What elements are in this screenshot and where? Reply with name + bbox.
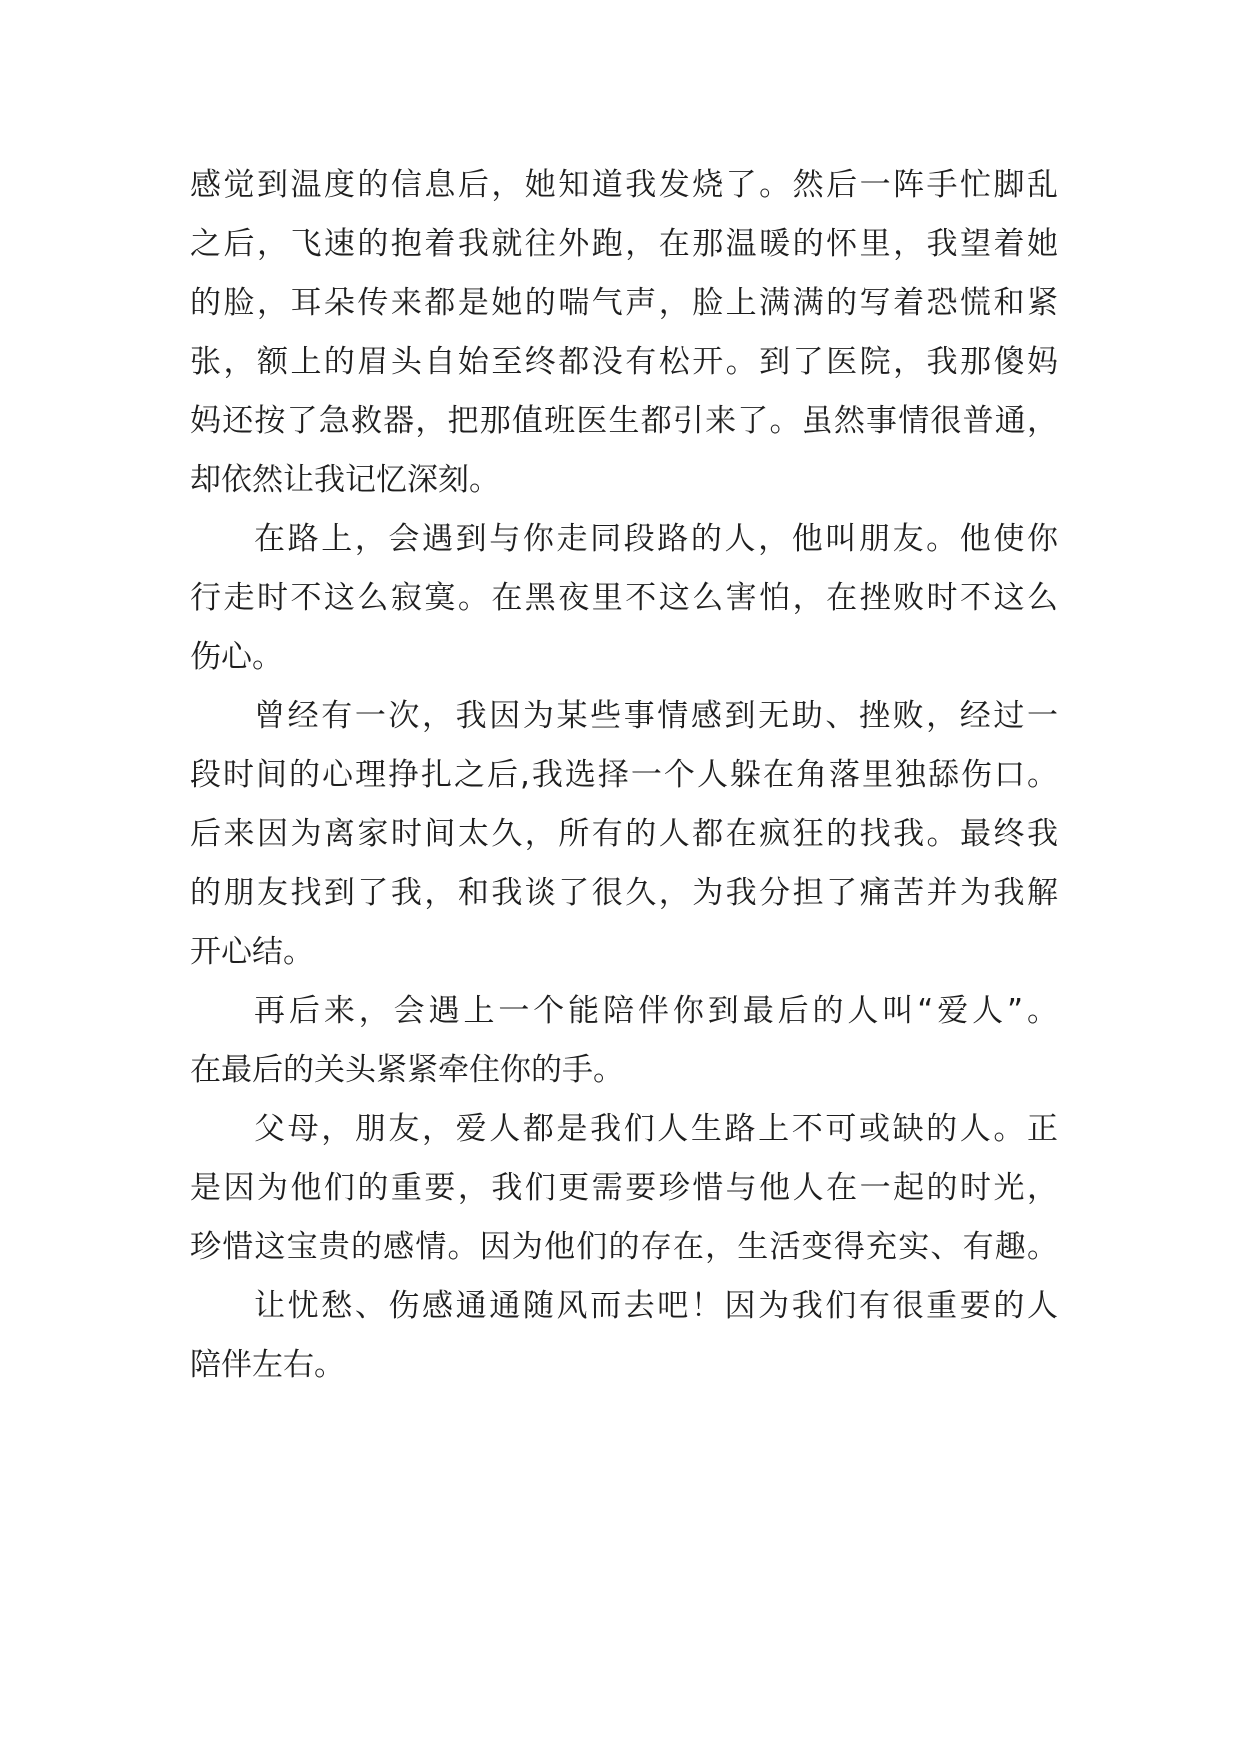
text-line: 父母，朋友，爱人都是我们人生路上不可或缺的人。正 — [254, 1111, 1058, 1147]
text-line: 珍惜这宝贵的感情。因为他们的存在，生活变得充实、有趣。 — [190, 1229, 1058, 1265]
text-line: 再后来，会遇上一个能陪伴你到最后的人叫“爱人”。 — [254, 993, 1058, 1029]
text-line: 曾经有一次，我因为某些事情感到无助、挫败，经过一 — [254, 698, 1058, 734]
text-line: 陪伴左右。 — [190, 1347, 345, 1383]
text-line: 是因为他们的重要，我们更需要珍惜与他人在一起的时光， — [190, 1170, 1058, 1206]
text-line: 之后，飞速的抱着我就往外跑，在那温暖的怀里，我望着她 — [190, 226, 1058, 262]
text-line: 在路上，会遇到与你走同段路的人，他叫朋友。他使你 — [254, 521, 1058, 557]
document-body — [190, 156, 1058, 1395]
text-line: 在最后的关头紧紧牵住你的手。 — [190, 1052, 624, 1088]
text-line: 却依然让我记忆深刻。 — [190, 462, 500, 498]
text-line: 感觉到温度的信息后，她知道我发烧了。然后一阵手忙脚乱 — [190, 167, 1058, 203]
text-line: 开心结。 — [190, 934, 314, 970]
text-line: 行走时不这么寂寞。在黑夜里不这么害怕，在挫败时不这么 — [190, 580, 1058, 616]
text-line: 后来因为离家时间太久，所有的人都在疯狂的找我。最终我 — [190, 816, 1058, 852]
text-line: 让忧愁、伤感通通随风而去吧！因为我们有很重要的人 — [254, 1288, 1058, 1324]
text-line: 的脸，耳朵传来都是她的喘气声，脸上满满的写着恐慌和紧 — [190, 285, 1058, 321]
text-line: 妈还按了急救器，把那值班医生都引来了。虽然事情很普通， — [190, 403, 1058, 439]
text-line: 的朋友找到了我，和我谈了很久，为我分担了痛苦并为我解 — [190, 875, 1058, 911]
text-line: 张，额上的眉头自始至终都没有松开。到了医院，我那傻妈 — [190, 344, 1058, 380]
text-line: 段时间的心理挣扎之后,我选择一个人躲在角落里独舔伤口。 — [190, 757, 1058, 793]
text-line: 伤心。 — [190, 639, 283, 675]
